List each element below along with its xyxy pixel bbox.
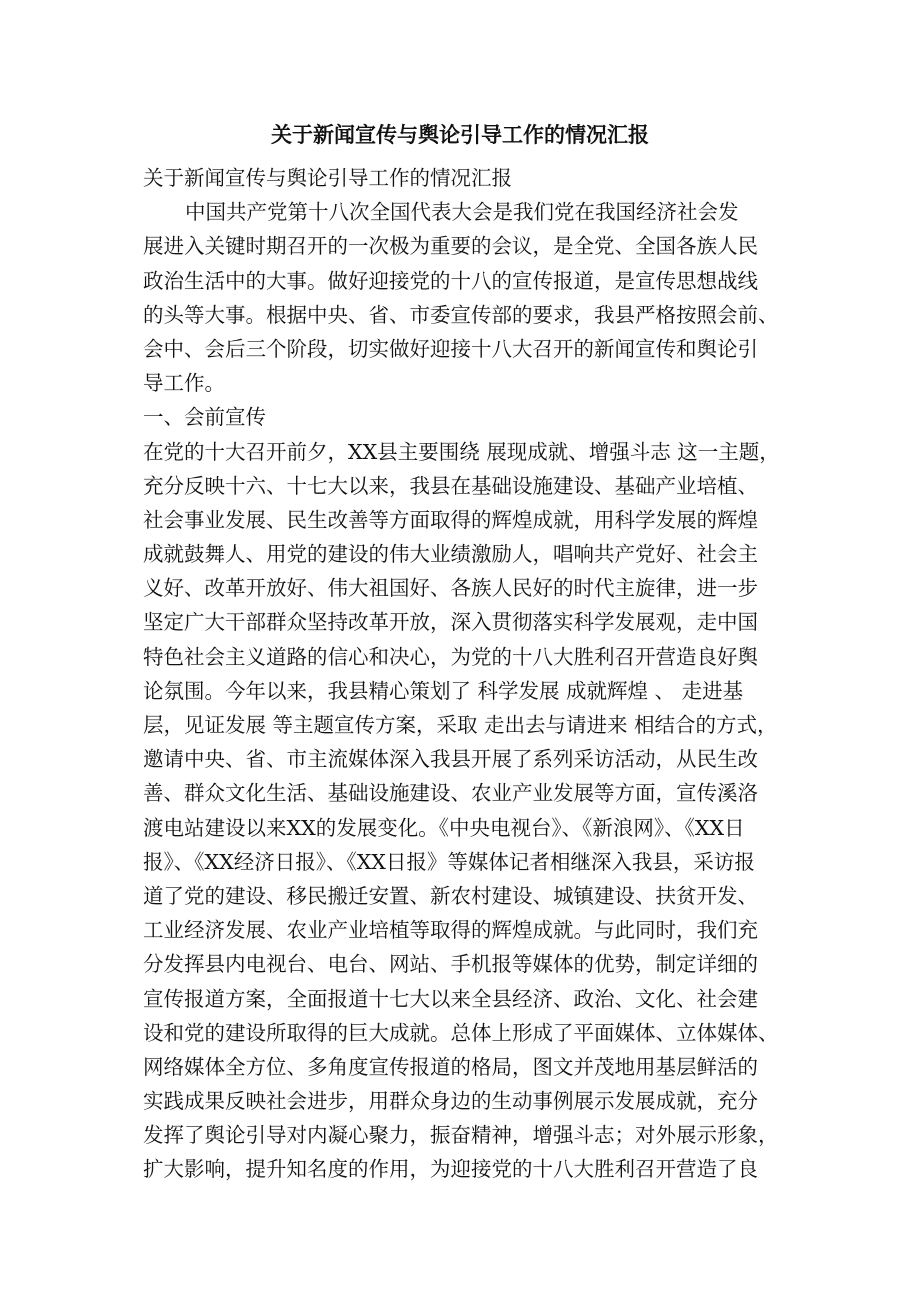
intro-line: 政治生活中的大事。做好迎接党的十八的宣传报道，是宣传思想战线 bbox=[143, 268, 758, 293]
section-line: 邀请中央、省、市主流媒体深入我县开展了系列采访活动，从民生改 bbox=[143, 747, 758, 772]
document-body bbox=[143, 161, 803, 1187]
section-line: 道了党的建设、移民搬迁安置、新农村建设、城镇建设、扶贫开发、 bbox=[143, 883, 758, 908]
document-title: 关于新闻宣传与舆论引导工作的情况汇报 bbox=[271, 122, 649, 147]
section-line: 分发挥县内电视台、电台、网站、手机报等媒体的优势，制定详细的 bbox=[143, 952, 758, 977]
intro-line: 展进入关键时期召开的一次极为重要的会议，是全党、全国各族人民 bbox=[143, 234, 758, 259]
section-line: 网络媒体全方位、多角度宣传报道的格局，图文并茂地用基层鲜活的 bbox=[143, 1054, 758, 1079]
section-heading: 一、会前宣传 bbox=[143, 405, 266, 430]
section-line: 设和党的建设所取得的巨大成就。总体上形成了平面媒体、立体媒体、 bbox=[143, 1020, 779, 1045]
section-line: 社会事业发展、民生改善等方面取得的辉煌成就，用科学发展的辉煌 bbox=[143, 507, 758, 532]
section-line: 成就鼓舞人、用党的建设的伟大业绩激励人，唱响共产党好、社会主 bbox=[143, 542, 758, 567]
subtitle-line: 关于新闻宣传与舆论引导工作的情况汇报 bbox=[143, 166, 512, 190]
section-line: 发挥了舆论引导对内凝心聚力，振奋精神，增强斗志；对外展示形象， bbox=[143, 1123, 779, 1148]
section-line: 实践成果反映社会进步，用群众身边的生动事例展示发展成就，充分 bbox=[143, 1089, 758, 1114]
section-line: 善、群众文化生活、基础设施建设、农业产业发展等方面，宣传溪洛 bbox=[143, 781, 758, 806]
section-line: 充分反映十六、十七大以来，我县在基础设施建设、基础产业培植、 bbox=[143, 473, 758, 498]
section-line: 特色社会主义道路的信心和决心，为党的十八大胜利召开营造良好舆 bbox=[143, 644, 758, 669]
section-line: 义好、改革开放好、伟大祖国好、各族人民好的时代主旋律，进一步 bbox=[143, 576, 758, 601]
intro-line: 会中、会后三个阶段，切实做好迎接十八大召开的新闻宣传和舆论引 bbox=[143, 336, 758, 361]
section-line: 报》、《XX经济日报》、《XX日报》等媒体记者相继深入我县，采访报 bbox=[143, 849, 755, 874]
section-line: 层，见证发展 等主题宣传方案，采取 走出去与请进来 相结合的方式， bbox=[143, 713, 778, 737]
section-line: 扩大影响，提升知名度的作用，为迎接党的十八大胜利召开营造了良 bbox=[143, 1157, 758, 1182]
intro-line: 导工作。 bbox=[143, 371, 225, 396]
section-line: 论氛围。今年以来，我县精心策划了 科学发展 成就辉煌 、 走进基 bbox=[143, 678, 744, 703]
section-line: 在党的十大召开前夕，XX县主要围绕 展现成就、增强斗志 这一主题， bbox=[143, 439, 780, 464]
section-line: 工业经济发展、农业产业培植等取得的辉煌成就。与此同时，我们充 bbox=[143, 918, 758, 943]
section-line: 宣传报道方案，全面报道十七大以来全县经济、政治、文化、社会建 bbox=[143, 986, 758, 1011]
section-line: 渡电站建设以来XX的发展变化。《中央电视台》、《新浪网》、《XX日 bbox=[143, 815, 745, 840]
section-line: 坚定广大干部群众坚持改革开放，深入贯彻落实科学发展观，走中国 bbox=[143, 610, 758, 635]
intro-line: 的头等大事。根据中央、省、市委宣传部的要求，我县严格按照会前、 bbox=[143, 302, 779, 327]
intro-line: 中国共产党第十八次全国代表大会是我们党在我国经济社会发 bbox=[185, 200, 739, 225]
